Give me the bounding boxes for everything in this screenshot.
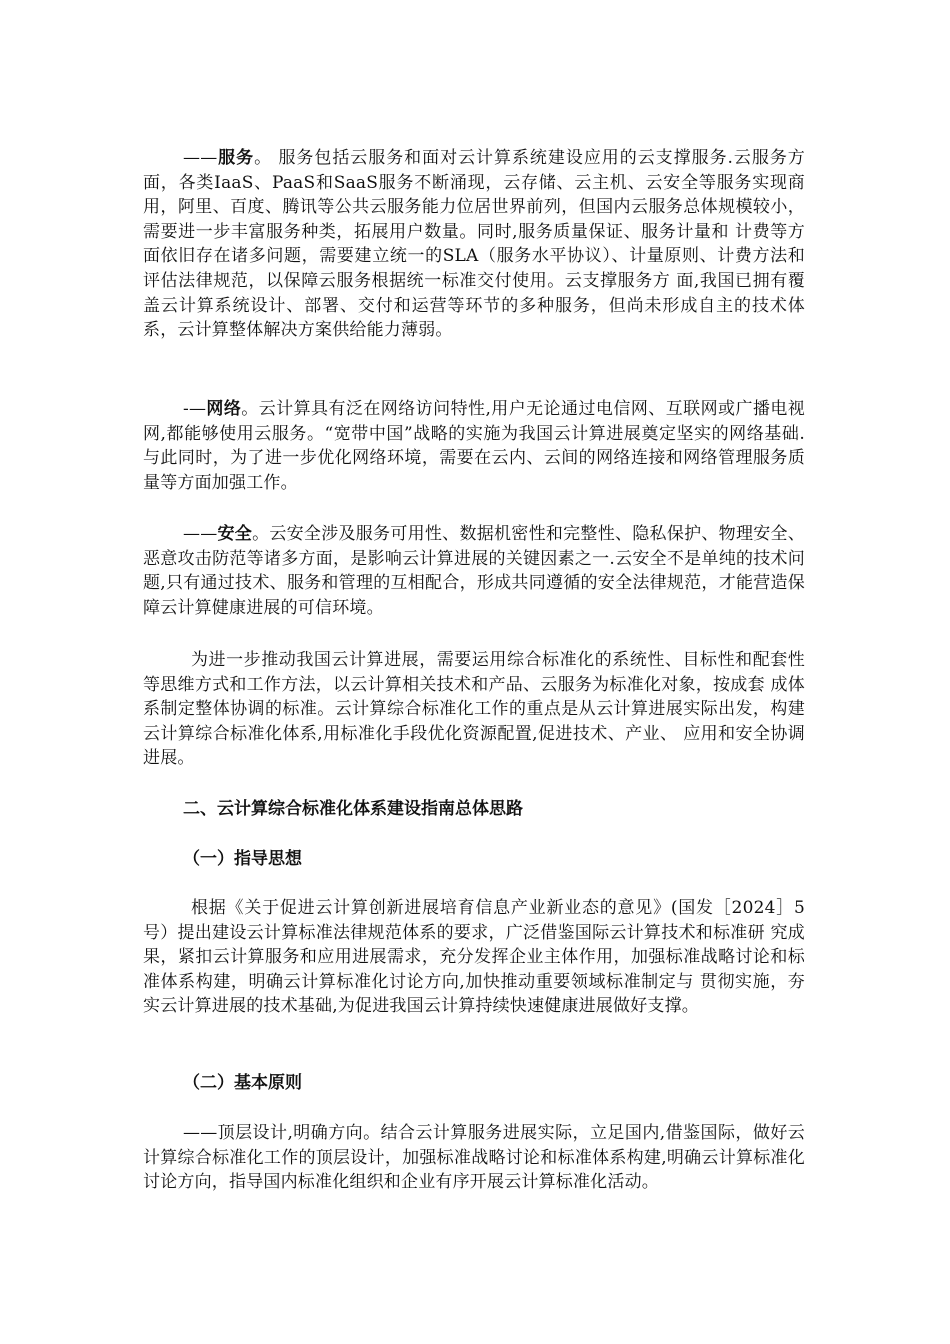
service-text: 。 服务包括云服务和面对云计算系统建设应用的云支撑服务.云服务方面，各类IaaS、PaaS和SaaS服务不断涌现，云存储、云主机、云安全等服务实现商 用，阿里、百度、腾讯等公共云服务能力位居世界前列，但国内云服务总体规模较小，需要进一步丰富服务种类，拓展用户数量。同时,服务质量保证、服务计量和 计费等方面依旧存在诸多问题，需要建立统一的SLA（服务水平协议）、计量原则、计费方法和评估法律规范，以保障云服务根据统一标准交付使用。云支撑服务方 面,我国已拥有覆盖云计算系统设计、部署、交付和运营等环节的多种服务，但尚未形成自主的技术体系，云计算整体解决方案供给能力薄弱。 (143, 148, 805, 341)
network-dash: -— (183, 399, 207, 419)
section-heading: 二、云计算综合标准化体系建设指南总体思路 (183, 799, 523, 819)
intro-paragraph: 为进一步推动我国云计算进展，需要运用综合标准化的系统性、目标性和配套性等思维方式和工作方法，以云计算相关技术和产品、云服务为标准化对象，按成套 成体系制定整体协调的标准。云计算综合标准化工作的重点是从云计算进展实际出发，构建云计算综合标准化体系,用标准化手段优化资源配置,促进技术、产业、 应用和安全协调进展。 (143, 650, 805, 769)
security-paragraph (143, 522, 805, 620)
principle-heading: （二）基本原则 (183, 1073, 302, 1093)
network-paragraph (143, 397, 805, 495)
network-term: 网络 (206, 399, 242, 419)
guide-paragraph: 根据《关于促进云计算创新进展培育信息产业新业态的意见》(国发［2024］5号）提出建设云计算标准法律规范体系的要求，广泛借鉴国际云计算技术和标准研 究成果，紧扣云计算服务和应用进展需求，充分发挥企业主体作用，加强标准战略讨论和标准体系构建，明确云计算标准化讨论方向,加快推动重要领域标准制定与 贯彻实施，夯实云计算进展的技术基础,为促进我国云计算持续快速健康进展做好支撑。 (143, 898, 805, 1017)
principle-paragraph: ——顶层设计,明确方向。结合云计算服务进展实际，立足国内,借鉴国际，做好云计算综合标准化工作的顶层设计，加强标准战略讨论和标准体系构建,明确云计算标准化讨论方向，指导国内标准化组织和企业有序开展云计算标准化活动。 (143, 1123, 805, 1193)
network-text: 。云计算具有泛在网络访问特性,用户无论通过电信网、互联网或广播电视网,都能够使用云服务。“宽带中国”战略的实施为我国云计算进展奠定坚实的网络基础.与此同时，为了进一步优化网络环境，需要在云内、云间的网络连接和网络管理服务质量等方面加强工作。 (143, 399, 805, 493)
service-paragraph (143, 146, 805, 343)
security-text: 。云安全涉及服务可用性、数据机密性和完整性、隐私保护、物理安全、恶意攻击防范等诸多方面，是影响云计算进展的关键因素之一.云安全不是单纯的技术问题,只有通过技术、服务和管理的互相配合，形成共同遵循的安全法律规范，才能营造保障云计算健康进展的可信环境。 (143, 524, 805, 618)
guide-heading: （一）指导思想 (183, 849, 302, 869)
service-term: 服务 (217, 148, 255, 168)
security-dash: —— (183, 524, 218, 544)
service-dash: —— (183, 148, 218, 168)
security-term: 安全 (217, 524, 253, 544)
